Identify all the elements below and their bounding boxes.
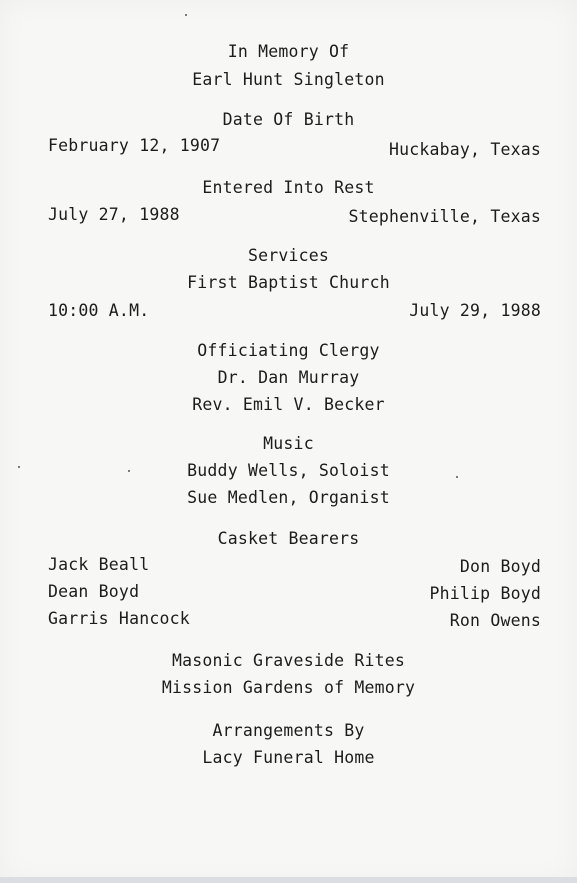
music-name-2: Sue Medlen, Organist (187, 488, 390, 507)
paper-speck (18, 466, 20, 468)
services-heading: Services (247, 246, 330, 265)
rest-place: Stephenville, Texas (348, 207, 541, 226)
page-bottom-edge (0, 877, 577, 883)
paper-speck (128, 470, 130, 472)
bearer-right-2: Philip Boyd (429, 584, 541, 603)
birth-date: February 12, 1907 (48, 136, 221, 155)
bearer-right-1: Don Boyd (459, 557, 541, 576)
funeral-home-name: Lacy Funeral Home (202, 748, 375, 767)
rites-line-2: Mission Gardens of Memory (161, 678, 416, 697)
memorial-title: In Memory Of (227, 42, 350, 61)
music-name-1: Buddy Wells, Soloist (187, 461, 390, 480)
services-time: 10:00 A.M. (48, 301, 150, 320)
clergy-name-2: Rev. Emil V. Becker (192, 395, 385, 414)
rites-line-1: Masonic Graveside Rites (171, 651, 406, 670)
bearer-left-1: Jack Beall (48, 555, 150, 574)
arrangements-heading: Arrangements By (212, 721, 365, 740)
birth-heading: Date Of Birth (222, 110, 355, 129)
deceased-name: Earl Hunt Singleton (192, 70, 385, 89)
bearer-left-3: Garris Hancock (48, 609, 190, 628)
rest-heading: Entered Into Rest (202, 178, 375, 197)
clergy-heading: Officiating Clergy (197, 341, 380, 360)
rest-date: July 27, 1988 (48, 205, 180, 224)
services-date: July 29, 1988 (409, 301, 541, 320)
birth-place: Huckabay, Texas (388, 140, 541, 159)
paper-speck (456, 476, 458, 478)
bearers-heading: Casket Bearers (217, 529, 360, 548)
services-location: First Baptist Church (187, 273, 390, 292)
paper-speck (185, 14, 187, 16)
bearer-left-2: Dean Boyd (48, 582, 140, 601)
bearer-right-3: Ron Owens (449, 611, 541, 630)
clergy-name-1: Dr. Dan Murray (217, 368, 360, 387)
music-heading: Music (263, 434, 314, 453)
